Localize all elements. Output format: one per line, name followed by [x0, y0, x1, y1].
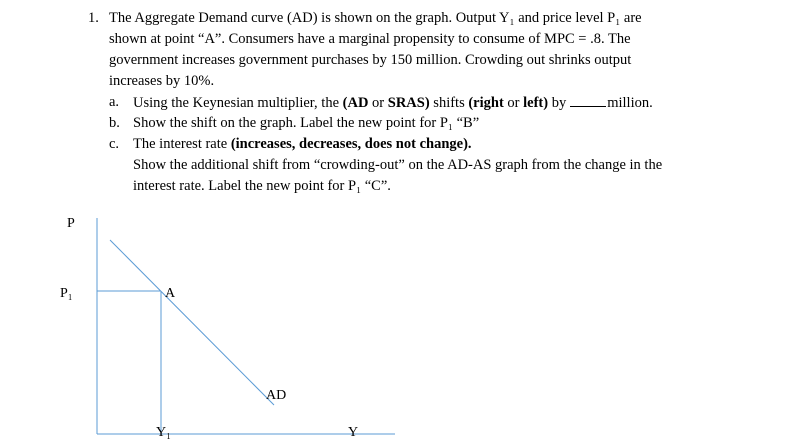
question-number: 1.: [88, 10, 99, 26]
part-b-text: Show the shift on the graph. Label the new point for P₁ “B”: [133, 115, 480, 131]
intro-line-3: government increases government purchases by 150 million. Crowding out shrinks output: [109, 52, 632, 68]
intro-line-1: The Aggregate Demand curve (AD) is shown on the graph. Output Y₁ and price level P₁ are: [109, 10, 642, 26]
part-a-text: Using the Keynesian multiplier, the (AD or SRAS) shifts (right or left) by million.: [133, 92, 653, 114]
intro-line-4: increases by 10%.: [109, 73, 215, 89]
x-axis-label: Y: [348, 425, 359, 440]
price-level-label: P₁: [60, 286, 73, 301]
part-c-line-3: interest rate. Label the new point for P₁ “C”.: [133, 178, 391, 194]
ad-curve: [110, 240, 274, 405]
point-a-label: A: [165, 286, 176, 301]
output-label: Y₁: [156, 425, 171, 440]
part-c-text: The interest rate (increases, decreases, does not change).: [133, 136, 472, 152]
part-a-letter: a.: [109, 94, 120, 110]
part-c-line-2: Show the additional shift from “crowding-out” on the AD-AS graph from the change in the: [133, 157, 663, 173]
y-axis-label: P: [67, 216, 75, 231]
ad-curve-label: AD: [266, 388, 287, 403]
intro-line-2: shown at point “A”. Consumers have a marginal propensity to consume of MPC = .8. The: [109, 31, 631, 47]
part-c-letter: c.: [109, 136, 120, 152]
part-b-letter: b.: [109, 115, 120, 131]
